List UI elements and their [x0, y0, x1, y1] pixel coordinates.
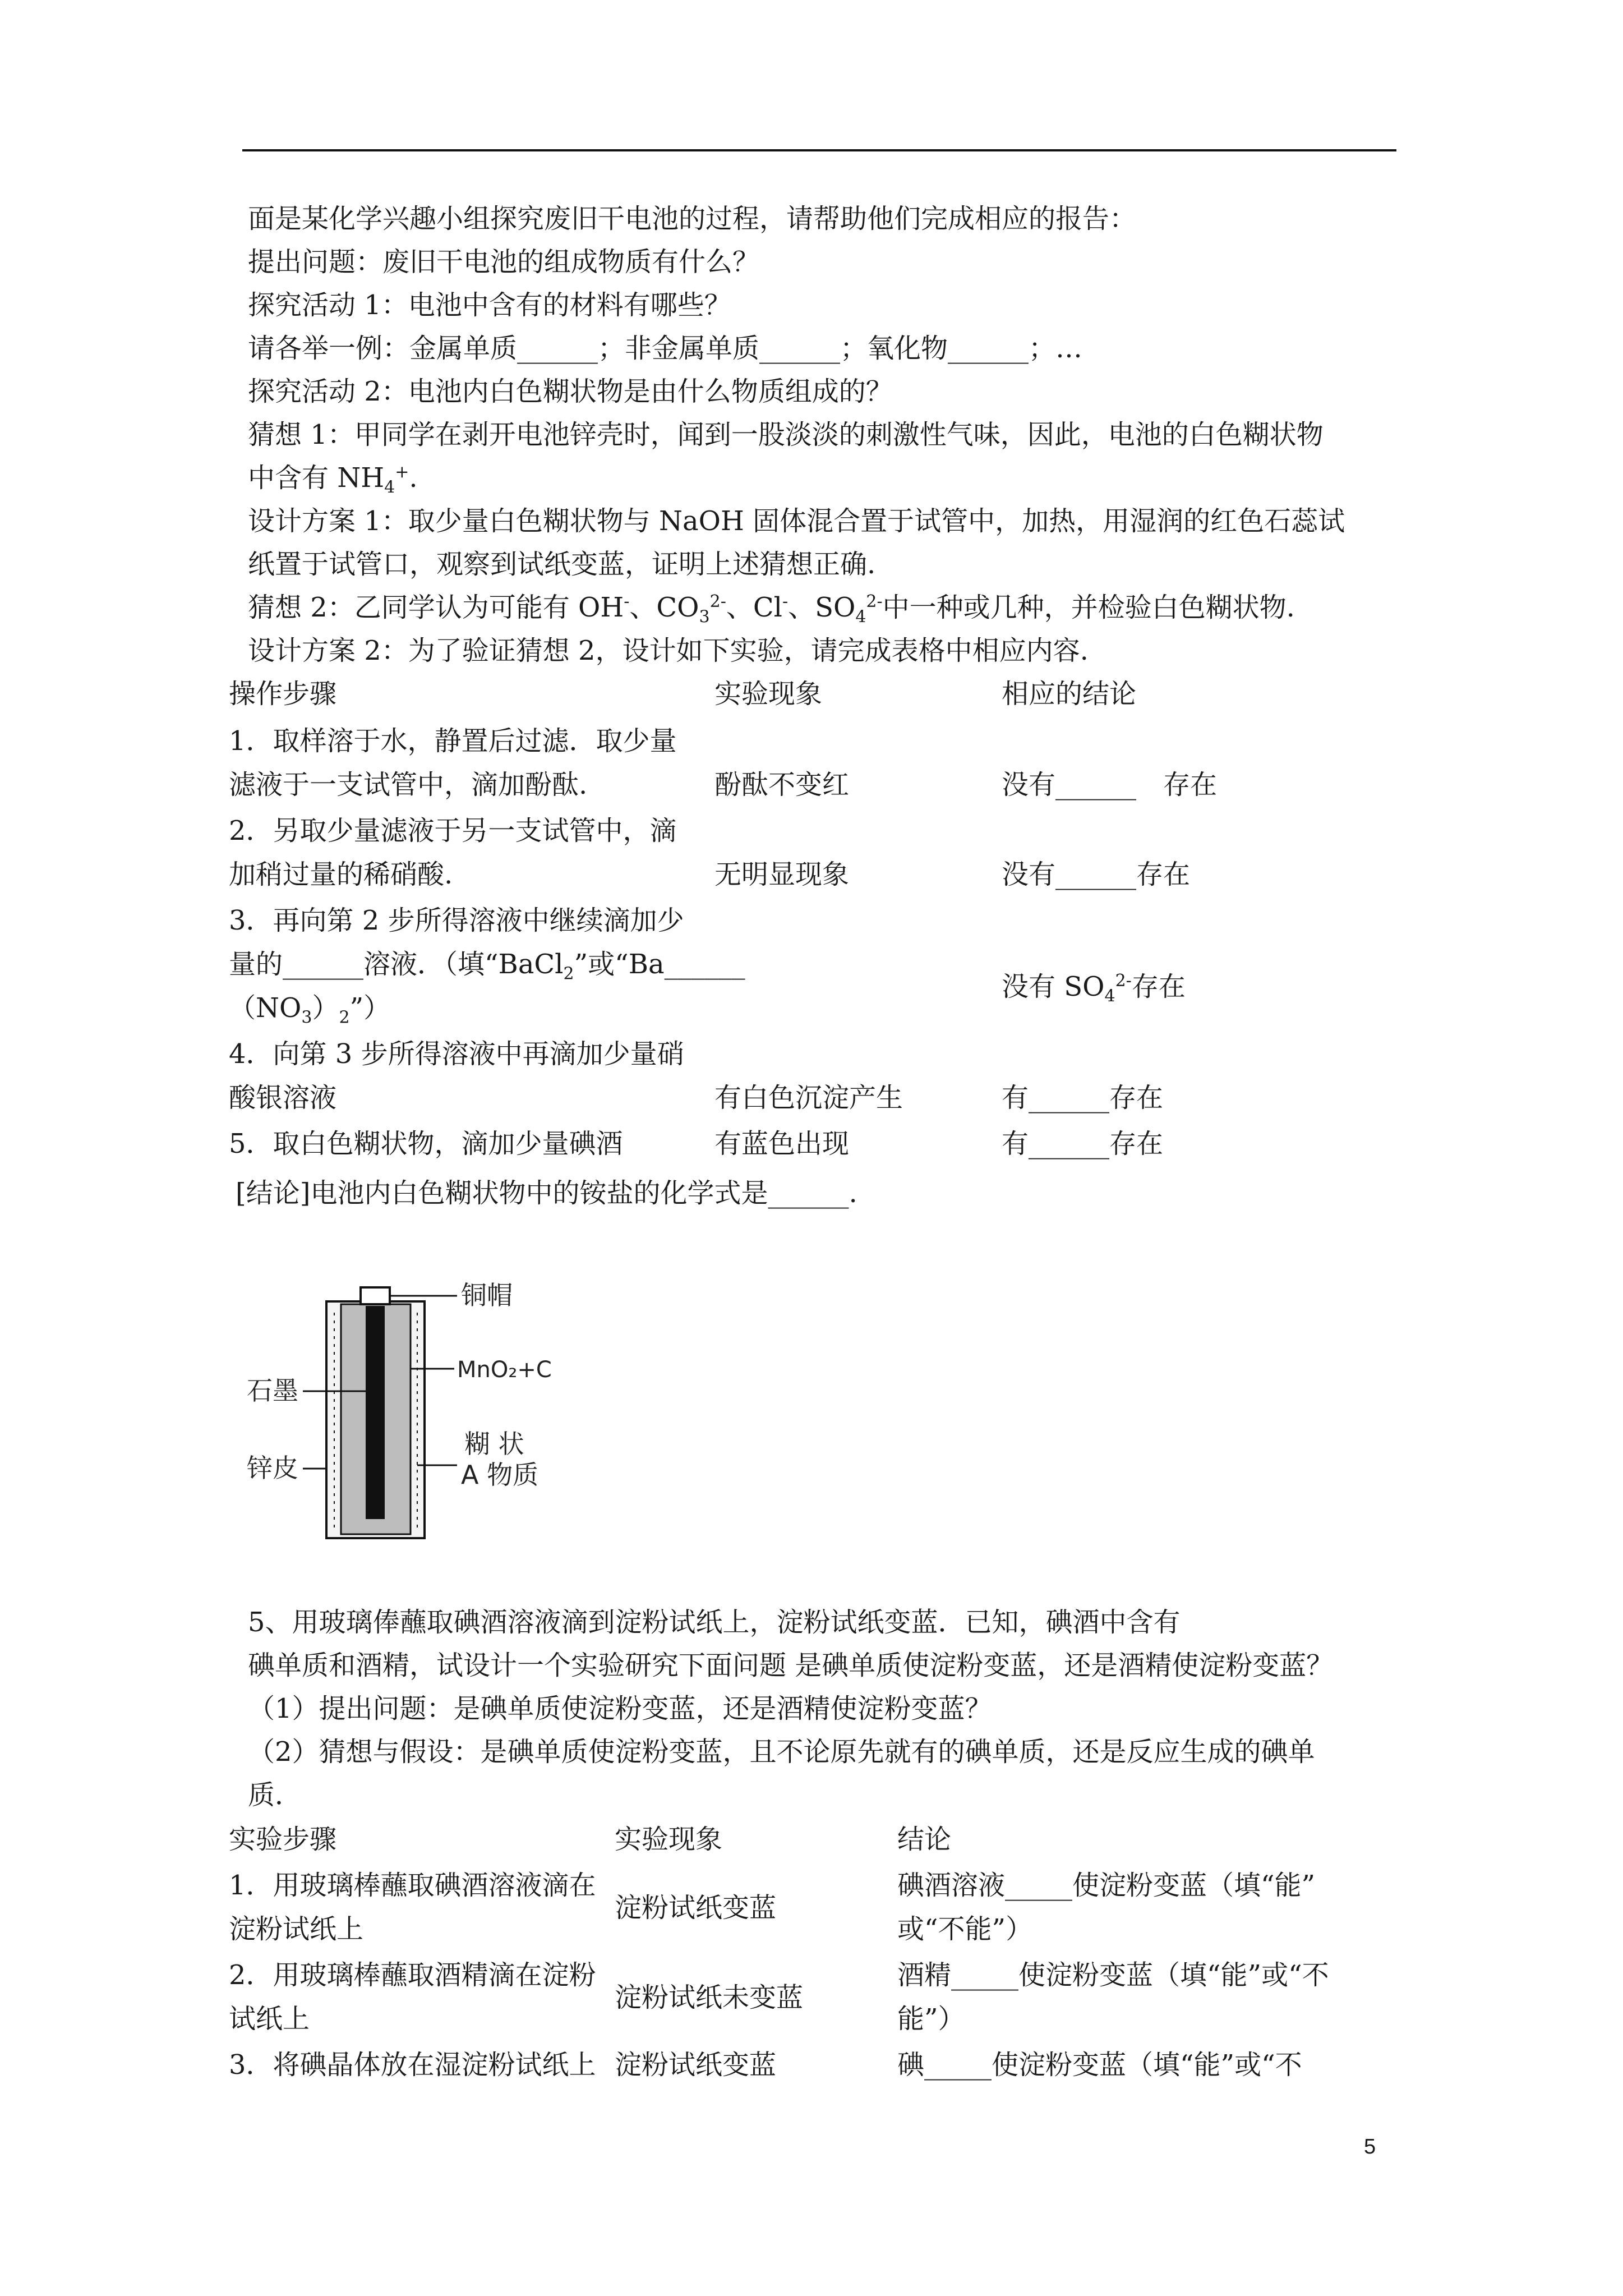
dry-cell-diagram: [241, 1257, 578, 1548]
table2-row1-conclusion-a: 碘酒溶液_____使淀粉变蓝（填“能”: [897, 1870, 1316, 1901]
guess2-line: 猜想 2：乙同学认为可能有 OH-、$CO_3^{2-}$、Cl-、$SO_4^{2-}$中一种或几种，并检验白色糊状物.: [248, 592, 1295, 627]
table1-row2-phenomenon: 无明显现象: [714, 859, 850, 890]
table2-row3-conclusion: 碘_____使淀粉变蓝（填“能”或“不: [897, 2049, 1302, 2081]
table2-row1-step-a: 1．用玻璃棒蘸取碘酒溶液滴在: [229, 1870, 596, 1901]
table2-row1-conclusion-b: 或“不能”）: [897, 1913, 1033, 1945]
table1-row3-step-c: $(NO_3)_2$”）: [229, 992, 391, 1028]
table2-row2-conclusion-b: 能”）: [897, 2003, 965, 2035]
label-graphite: 石墨: [247, 1375, 298, 1406]
q5-line1: 5、用玻璃俸蘸取碘酒溶液滴到淀粉试纸上，淀粉试纸变蓝．已知，碘酒中含有: [248, 1607, 1181, 1638]
table2-header-step: 实验步骤: [229, 1824, 337, 1855]
table1-row4-phenomenon: 有白色沉淀产生: [714, 1082, 903, 1114]
table1-row3-step-a: 3．再向第 2 步所得溶液中继续滴加少: [229, 905, 684, 936]
example-line: 请各举一例：金属单质______；非金属单质______；氧化物______；…: [248, 333, 1083, 364]
table2-header-phenomenon: 实验现象: [615, 1824, 723, 1855]
header-rule: [242, 149, 1396, 151]
plan2-line: 设计方案 2：为了验证猜想 2，设计如下实验，请完成表格中相应内容.: [248, 635, 1089, 666]
table1-header-conclusion: 相应的结论: [1002, 678, 1137, 710]
table1-row5-phenomenon: 有蓝色出现: [714, 1128, 850, 1159]
guess1-line-a: 猜想 1：甲同学在剥开电池锌壳时，闻到一股淡淡的刺激性气味，因此，电池的白色糊状物: [248, 419, 1324, 450]
table1-row5-conclusion: 有______存在: [1002, 1128, 1164, 1159]
table1-header-phenomenon: 实验现象: [714, 678, 823, 710]
table2-row3-phenomenon: 淀粉试纸变蓝: [615, 2049, 777, 2081]
copper-cap: [361, 1287, 390, 1304]
page-number: 5: [1364, 2135, 1376, 2159]
table1-row4-conclusion: 有______存在: [1002, 1082, 1164, 1114]
table1-row2-step-a: 2．另取少量滤液于另一支试管中，滴: [229, 815, 677, 846]
table2-row2-step-b: 试纸上: [229, 2003, 310, 2035]
table2-row3-step: 3．将碘晶体放在湿淀粉试纸上: [229, 2049, 596, 2081]
intro-line: 面是某化学兴趣小组探究废旧干电池的过程，请帮助他们完成相应的报告：: [248, 203, 1137, 234]
label-mno2: MnO₂+C: [457, 1357, 552, 1383]
guess1-line-b: 中含有 $NH_4^+$.: [248, 462, 418, 498]
table1-header-step: 操作步骤: [229, 678, 337, 710]
table1-row3-conclusion: 没有 $SO_4^{2-}$存在: [1002, 971, 1186, 1006]
table1-row1-conclusion: 没有______ 存在: [1002, 769, 1218, 800]
table1-row4-step-a: 4．向第 3 步所得溶液中再滴加少量硝: [229, 1038, 684, 1070]
activity1-line: 探究活动 1：电池中含有的材料有哪些？: [248, 289, 731, 321]
table1-row3-step-b: 量的______溶液．（填“BaCl$_2$”或“Ba______: [229, 949, 745, 984]
plan1-line-a: 设计方案 1：取少量白色糊状物与 NaOH 固体混合置于试管中，加热，用湿润的红色石蕊试: [248, 505, 1345, 537]
q5-line2: 碘单质和酒精，试设计一个实验研究下面问题 是碘单质使淀粉变蓝，还是酒精使淀粉变蓝？: [248, 1650, 1334, 1681]
activity2-line: 探究活动 2：电池内白色糊状物是由什么物质组成的？: [248, 376, 893, 407]
label-copper-cap: 铜帽: [461, 1280, 513, 1310]
table1-row2-step-b: 加稍过量的稀硝酸.: [229, 859, 453, 890]
table2-row1-phenomenon: 淀粉试纸变蓝: [615, 1892, 777, 1924]
table2-row2-conclusion-a: 酒精_____使淀粉变蓝（填“能”或“不: [897, 1959, 1329, 1991]
table2-header-conclusion: 结论: [897, 1824, 952, 1855]
graphite-rod: [366, 1306, 385, 1519]
conclusion-line: [结论]电池内白色糊状物中的铵盐的化学式是______.: [236, 1177, 857, 1209]
q5-line5: 质．: [248, 1779, 302, 1811]
table1-row1-phenomenon: 酚酞不变红: [714, 769, 850, 800]
table1-row1-step-b: 滤液于一支试管中，滴加酚酞.: [229, 769, 588, 800]
table1-row5-step: 5．取白色糊状物，滴加少量碘酒: [229, 1128, 623, 1159]
label-zinc: 锌皮: [247, 1453, 298, 1483]
table2-row2-phenomenon: 淀粉试纸未变蓝: [615, 1982, 804, 2013]
plan1-line-b: 纸置于试管口，观察到试纸变蓝，证明上述猜想正确.: [248, 549, 876, 580]
label-paste-b: A 物质: [461, 1460, 539, 1490]
table1-row2-conclusion: 没有______存在: [1002, 859, 1191, 890]
table1-row1-step-a: 1．取样溶于水，静置后过滤．取少量: [229, 725, 677, 757]
question-line: 提出问题：废旧干电池的组成物质有什么？: [248, 246, 760, 278]
table1-row4-step-b: 酸银溶液: [229, 1082, 337, 1114]
table2-row2-step-a: 2．用玻璃棒蘸取酒精滴在淀粉: [229, 1959, 596, 1991]
q5-line4: （2）猜想与假设：是碘单质使淀粉变蓝，且不论原先就有的碘单质，还是反应生成的碘单: [248, 1736, 1315, 1768]
table2-row1-step-b: 淀粉试纸上: [229, 1913, 364, 1945]
label-paste-a: 糊 状: [464, 1429, 524, 1459]
q5-line3: （1）提出问题：是碘单质使淀粉变蓝，还是酒精使淀粉变蓝？: [248, 1693, 992, 1724]
